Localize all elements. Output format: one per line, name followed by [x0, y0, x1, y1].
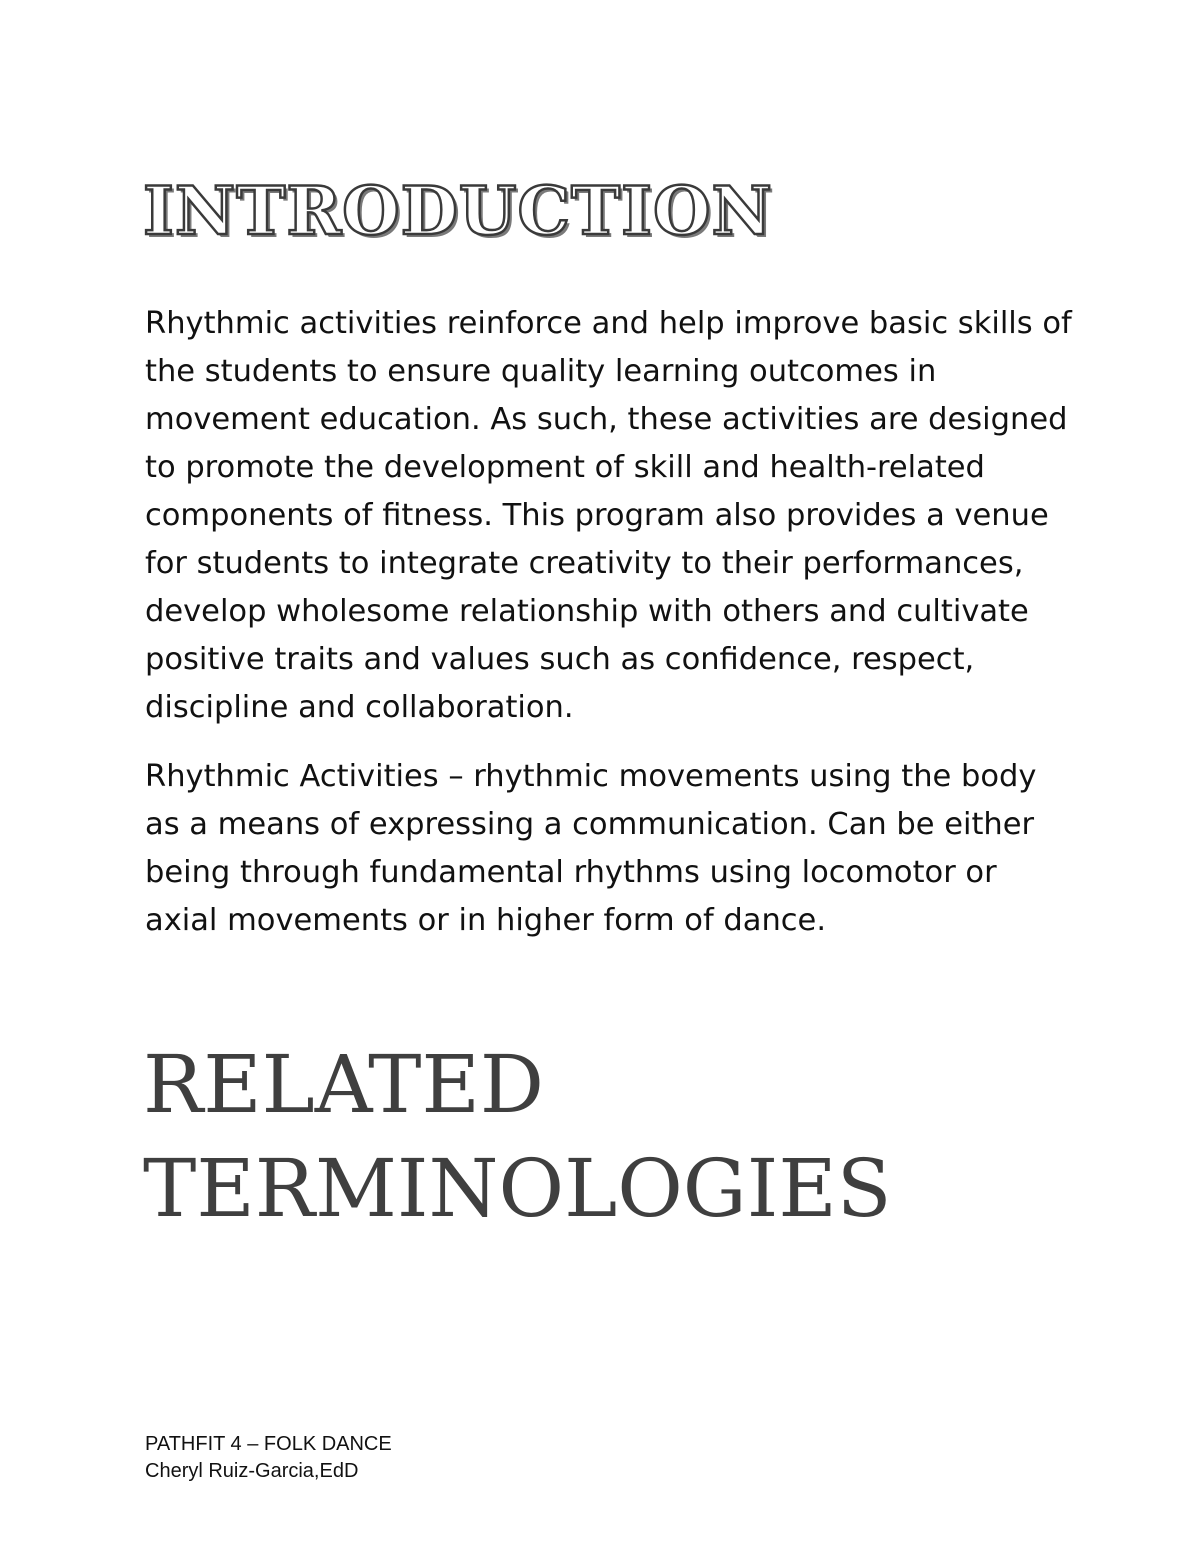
introduction-paragraph: Rhythmic activities reinforce and help improve basic skills of the students to ensure quality learning outcomes in movement education. As such, these activities are designed to promote the development of skill and health-related components of fitness. This program also provides a venue for students to integrate creativity to their performances, develop wholesome relationship with others and cultivate positive traits and values such as confidence, respect, discipline and collaboration. — [145, 306, 1072, 725]
footer-course: PATHFIT 4 – FOLK DANCE — [145, 1433, 392, 1455]
related-terminologies-heading: RELATED TERMINOLOGIES — [143, 1038, 892, 1235]
page-footer — [145, 1431, 392, 1485]
footer-author: Cheryl Ruiz-Garcia,EdD — [145, 1460, 359, 1482]
rhythmic-activities-definition: Rhythmic Activities – rhythmic movements using the body as a means of expressing a communication. Can be either being through fundamental rhythms using locomotor or axial movements or in higher form of dance. — [145, 759, 1037, 938]
introduction-heading: INTRODUCTION — [143, 172, 773, 250]
